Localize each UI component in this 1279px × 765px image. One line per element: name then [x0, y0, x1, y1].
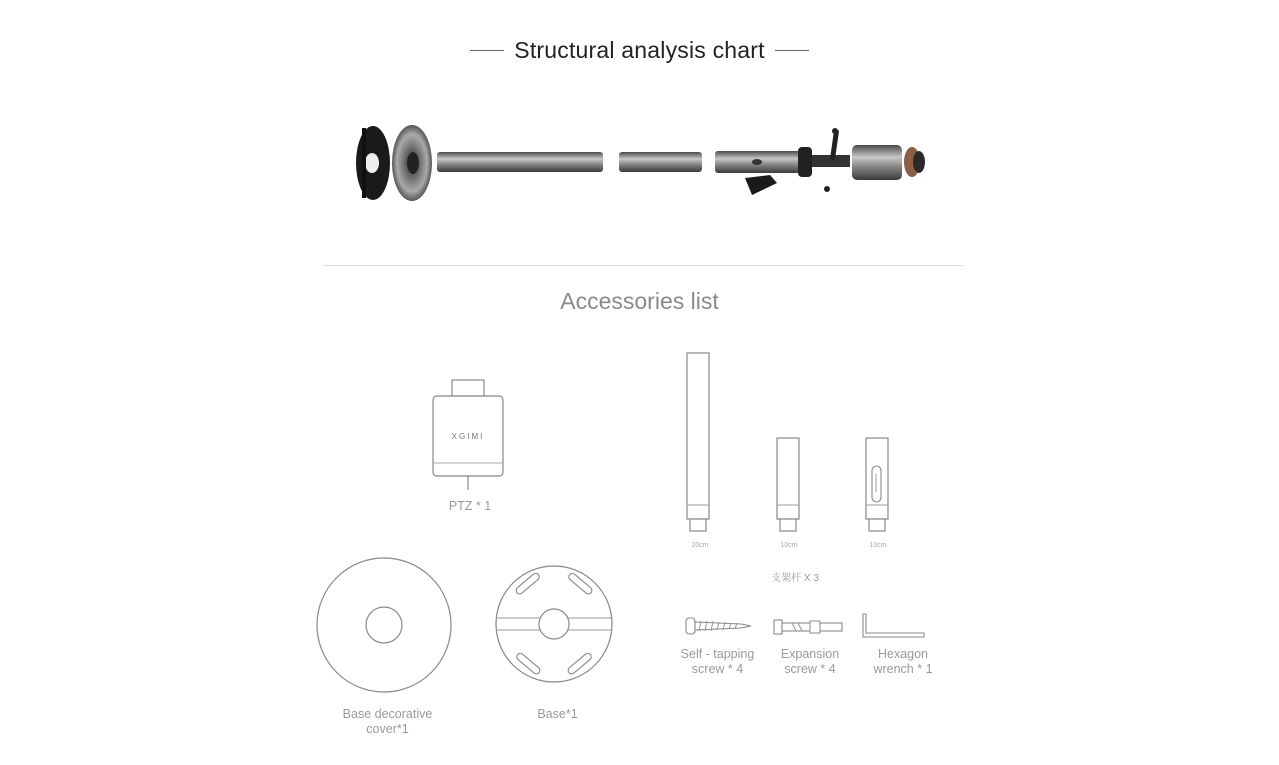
ptz-brand-text: XGIMI [451, 432, 485, 441]
rod-length-label: 10cm [869, 542, 887, 549]
base-cover-line-2: cover*1 [366, 722, 409, 736]
accessories-title: Accessories list [560, 288, 719, 314]
page-title: Structural analysis chart [514, 36, 765, 63]
decorative-cover-part [392, 125, 432, 201]
expansion-screw-icon [772, 617, 846, 637]
rods-label: 支架杆 X 3 [771, 573, 819, 584]
rod-long-part [437, 152, 603, 172]
section-divider [323, 265, 963, 266]
rod-length-label: 10cm [780, 542, 798, 549]
base-cover-illustration [314, 556, 456, 696]
base-mount-part [356, 126, 390, 200]
base-label: Base*1 [537, 707, 578, 721]
rod-length-label: 20cm [691, 542, 709, 549]
joint-part [798, 128, 850, 192]
self-tapping-screw-icon [683, 615, 753, 637]
rod-slot [752, 159, 762, 165]
expansion-line-2: screw * 4 [784, 662, 836, 676]
hexagon-wrench-icon [862, 611, 928, 639]
rod-short-part [619, 152, 702, 172]
hexagon-line-2: wrench * 1 [873, 662, 933, 676]
hexagon-line-1: Hexagon [877, 647, 929, 661]
ptz-cap-part [904, 147, 925, 177]
clip-part [745, 175, 777, 195]
rods-illustration [680, 350, 900, 540]
self-tapping-line-2: screw * 4 [691, 662, 744, 676]
ptz-head-part [852, 145, 902, 180]
base-illustration [494, 556, 618, 692]
base-cover-label [320, 707, 455, 737]
expansion-line-1: Expansion [780, 647, 840, 661]
ptz-label: PTZ * 1 [448, 499, 492, 513]
hexagon-wrench-label [848, 647, 958, 677]
self-tapping-line-1: Self - tapping [680, 647, 755, 661]
base-cover-line-1: Base decorative [342, 707, 433, 721]
